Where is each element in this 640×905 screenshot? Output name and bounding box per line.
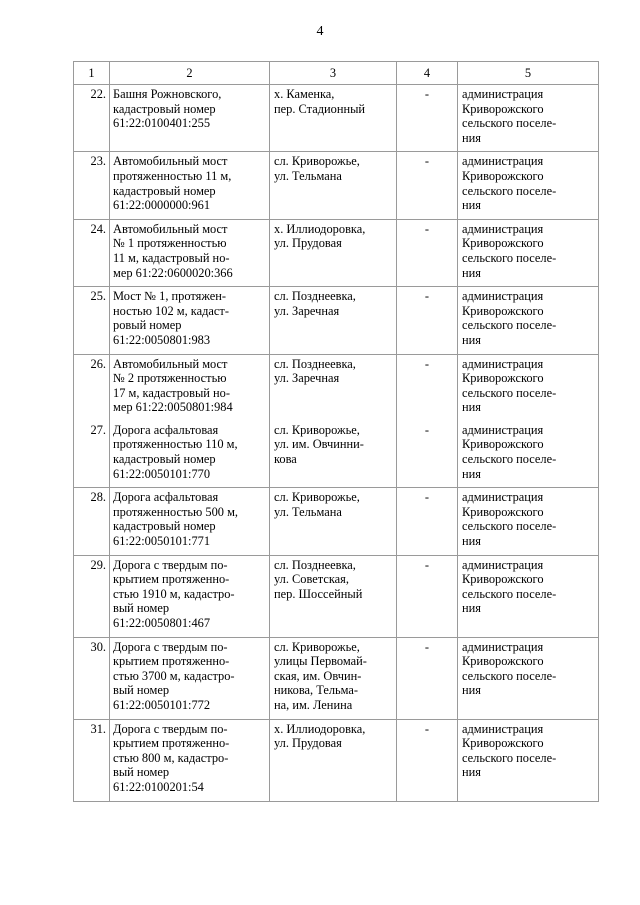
object-name-line: протяженностью 11 м,	[113, 168, 232, 183]
object-name-line: кадастровый номер	[113, 519, 216, 534]
holder-cell	[458, 555, 599, 637]
address-line: ул. Тельмана	[274, 168, 342, 183]
object-name-line: 61:22:0050101:770	[113, 466, 211, 481]
holder-line: администрация	[462, 721, 544, 736]
holder-line: администрация	[462, 289, 544, 304]
object-name-cell	[110, 555, 270, 637]
holder-line: Криворожского	[462, 236, 544, 251]
object-name-line: крытием протяженно-	[113, 654, 230, 669]
holder-line: администрация	[462, 221, 544, 236]
holder-cell	[458, 637, 599, 719]
row-number: 28.	[74, 488, 110, 555]
object-name-line: Дорога с твердым по-	[113, 557, 228, 572]
object-name-line: Дорога асфальтовая	[113, 422, 219, 437]
holder-cell	[458, 719, 599, 801]
object-name-line: Автомобильный мост	[113, 154, 228, 169]
holder-line: сельского поселе-	[462, 116, 557, 131]
table-row	[74, 637, 599, 719]
object-name-line: 61:22:0050101:771	[113, 534, 211, 549]
table-row	[74, 555, 599, 637]
address-line: ул. Заречная	[274, 371, 340, 386]
column-4-cell: -	[397, 637, 458, 719]
holder-line: сельского поселе-	[462, 318, 557, 333]
holder-line: администрация	[462, 639, 544, 654]
column-4-cell: -	[397, 152, 458, 219]
object-name-cell	[110, 219, 270, 286]
column-4-cell: -	[397, 287, 458, 354]
holder-line: администрация	[462, 490, 544, 505]
row-number: 26.	[74, 354, 110, 421]
object-name-cell	[110, 152, 270, 219]
object-name-line: № 2 протяженностью	[113, 371, 227, 386]
table-row	[74, 354, 599, 421]
object-name-cell	[110, 287, 270, 354]
holder-cell	[458, 488, 599, 555]
holder-line: Криворожского	[462, 371, 544, 386]
table-body	[74, 62, 599, 802]
column-4-cell: -	[397, 488, 458, 555]
object-name-cell	[110, 488, 270, 555]
table-row	[74, 421, 599, 488]
holder-line: администрация	[462, 557, 544, 572]
object-name-line: Автомобильный мост	[113, 356, 228, 371]
address-line: х. Иллиодоровка,	[274, 721, 366, 736]
holder-line: администрация	[462, 154, 544, 169]
holder-line: сельского поселе-	[462, 183, 557, 198]
object-name-line: 61:22:0100201:54	[113, 779, 204, 794]
holder-line: Криворожского	[462, 168, 544, 183]
column-4-cell: -	[397, 219, 458, 286]
holder-cell	[458, 354, 599, 421]
row-number: 22.	[74, 85, 110, 152]
object-name-line: ностью 102 м, кадаст-	[113, 303, 229, 318]
object-name-line: 61:22:0050801:983	[113, 332, 211, 347]
holder-cell	[458, 287, 599, 354]
property-registry-table	[73, 61, 599, 802]
holder-line: сельского поселе-	[462, 668, 557, 683]
holder-line: ния	[462, 683, 481, 698]
object-name-cell	[110, 719, 270, 801]
column-4-cell: -	[397, 719, 458, 801]
holder-line: ния	[462, 332, 481, 347]
address-line: на, им. Ленина	[274, 697, 353, 712]
address-line: ская, им. Овчин-	[274, 668, 362, 683]
column-4-cell: -	[397, 85, 458, 152]
address-line: сл. Криворожье,	[274, 422, 360, 437]
row-number: 31.	[74, 719, 110, 801]
object-name-line: 17 м, кадастровый но-	[113, 385, 230, 400]
holder-line: Криворожского	[462, 303, 544, 318]
table-row	[74, 219, 599, 286]
object-name-line: 61:22:0050801:467	[113, 616, 211, 630]
holder-line: Криворожского	[462, 572, 544, 587]
holder-cell	[458, 421, 599, 488]
object-name-line: 61:22:0050101:772	[113, 697, 211, 712]
address-cell	[270, 719, 397, 801]
address-line: ул. Прудовая	[274, 236, 342, 251]
holder-cell	[458, 85, 599, 152]
holder-cell	[458, 219, 599, 286]
holder-line: сельского поселе-	[462, 250, 557, 265]
address-line: улицы Первомай-	[274, 654, 367, 669]
object-name-line: вый номер	[113, 765, 170, 780]
address-line: сл. Криворожье,	[274, 490, 360, 505]
holder-line: Криворожского	[462, 437, 544, 452]
row-number: 23.	[74, 152, 110, 219]
row-number: 30.	[74, 637, 110, 719]
object-name-line: протяженностью 500 м,	[113, 504, 239, 519]
object-name-line: Дорога асфальтовая	[113, 490, 219, 505]
address-line: сл. Позднеевка,	[274, 557, 356, 572]
object-name-line: кадастровый номер	[113, 101, 216, 116]
address-cell	[270, 85, 397, 152]
object-name-line: мер 61:22:0050801:984	[113, 400, 233, 415]
holder-line: Криворожского	[462, 504, 544, 519]
address-cell	[270, 637, 397, 719]
address-cell	[270, 152, 397, 219]
holder-line: Криворожского	[462, 101, 544, 116]
object-name-line: 11 м, кадастровый но-	[113, 250, 230, 265]
table-row	[74, 488, 599, 555]
holder-line: сельского поселе-	[462, 452, 557, 467]
column-header-5: 5	[458, 62, 599, 85]
object-name-line: 61:22:0000000:961	[113, 198, 211, 213]
object-name-line: стью 800 м, кадастро-	[113, 750, 229, 765]
holder-line: ния	[462, 534, 481, 549]
table-row	[74, 85, 599, 152]
object-name-line: кадастровый номер	[113, 183, 216, 198]
object-name-cell	[110, 421, 270, 488]
table-row	[74, 719, 599, 801]
holder-cell	[458, 152, 599, 219]
holder-line: ния	[462, 765, 481, 780]
holder-line: Криворожского	[462, 736, 544, 751]
holder-line: Криворожского	[462, 654, 544, 669]
column-4-cell: -	[397, 555, 458, 637]
column-header-3: 3	[270, 62, 397, 85]
object-name-line: Мост № 1, протяжен-	[113, 289, 226, 304]
holder-line: сельского поселе-	[462, 519, 557, 534]
page-number: 4	[316, 24, 324, 39]
address-line: ул. Заречная	[274, 303, 340, 318]
object-name-line: крытием протяженно-	[113, 572, 230, 587]
address-line: ул. Прудовая	[274, 736, 342, 751]
holder-line: сельского поселе-	[462, 385, 557, 400]
table-row	[74, 152, 599, 219]
address-cell	[270, 219, 397, 286]
holder-line: администрация	[462, 422, 544, 437]
address-line: никова, Тельма-	[274, 683, 359, 698]
holder-line: ния	[462, 130, 481, 145]
object-name-line: крытием протяженно-	[113, 736, 230, 751]
row-number: 29.	[74, 555, 110, 637]
address-line: сл. Криворожье,	[274, 639, 360, 654]
holder-line: администрация	[462, 87, 544, 101]
address-cell	[270, 354, 397, 421]
address-line: сл. Криворожье,	[274, 154, 360, 169]
object-name-cell	[110, 637, 270, 719]
row-number: 24.	[74, 219, 110, 286]
address-line: сл. Позднеевка,	[274, 356, 356, 371]
object-name-cell	[110, 354, 270, 421]
address-line: кова	[274, 452, 297, 467]
row-number: 27.	[74, 421, 110, 488]
address-line: х. Каменка,	[274, 87, 335, 101]
address-line: ул. им. Овчинни-	[274, 437, 364, 452]
object-name-line: Автомобильный мост	[113, 221, 228, 236]
address-cell	[270, 488, 397, 555]
holder-line: администрация	[462, 356, 544, 371]
address-cell	[270, 287, 397, 354]
address-line: сл. Позднеевка,	[274, 289, 356, 304]
address-line: пер. Шоссейный	[274, 586, 363, 601]
address-line: пер. Стадионный	[274, 101, 366, 116]
holder-line: сельского поселе-	[462, 750, 557, 765]
column-header-4: 4	[397, 62, 458, 85]
holder-line: ния	[462, 198, 481, 213]
object-name-line: 61:22:0100401:255	[113, 116, 211, 131]
address-line: ул. Тельмана	[274, 504, 342, 519]
object-name-line: ровый номер	[113, 318, 182, 333]
column-4-cell: -	[397, 421, 458, 488]
address-line: х. Иллиодоровка,	[274, 221, 366, 236]
holder-line: ния	[462, 466, 481, 481]
holder-line: ния	[462, 601, 481, 616]
address-line: ул. Советская,	[274, 572, 349, 587]
column-header-1: 1	[74, 62, 110, 85]
object-name-line: Дорога с твердым по-	[113, 721, 228, 736]
object-name-line: кадастровый номер	[113, 452, 216, 467]
column-header-2: 2	[110, 62, 270, 85]
object-name-line: Башня Рожновского,	[113, 87, 222, 101]
table-row	[74, 287, 599, 354]
object-name-line: вый номер	[113, 601, 170, 616]
address-cell	[270, 421, 397, 488]
object-name-cell	[110, 85, 270, 152]
object-name-line: стью 3700 м, кадастро-	[113, 668, 235, 683]
address-cell	[270, 555, 397, 637]
column-4-cell: -	[397, 354, 458, 421]
object-name-line: № 1 протяженностью	[113, 236, 227, 251]
table-header-row	[74, 62, 599, 85]
object-name-line: стью 1910 м, кадастро-	[113, 586, 235, 601]
holder-line: сельского поселе-	[462, 586, 557, 601]
object-name-line: мер 61:22:0600020:366	[113, 265, 233, 280]
object-name-line: протяженностью 110 м,	[113, 437, 238, 452]
holder-line: ния	[462, 265, 481, 280]
holder-line: ния	[462, 400, 481, 415]
object-name-line: вый номер	[113, 683, 170, 698]
row-number: 25.	[74, 287, 110, 354]
object-name-line: Дорога с твердым по-	[113, 639, 228, 654]
